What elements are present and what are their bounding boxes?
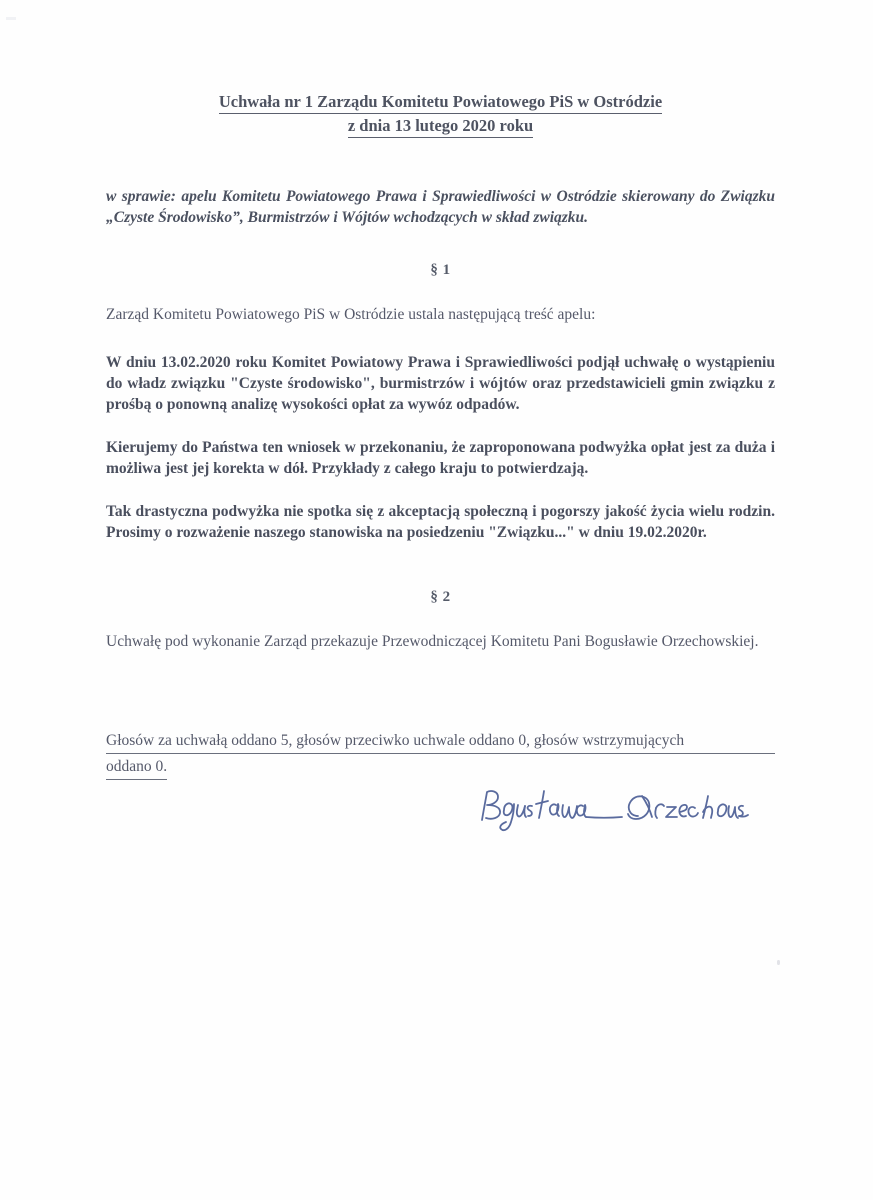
scan-artifact-top-left — [6, 17, 16, 20]
section-marker-1: § 1 — [430, 262, 451, 278]
signature — [470, 772, 750, 842]
title-line-1: Uchwała nr 1 Zarządu Komitetu Powiatowego PiS w Ostródzie — [219, 92, 662, 114]
vote-results-line-2: oddano 0. — [106, 756, 167, 780]
body-paragraph-2: Kierujemy do Państwa ten wniosek w przekonaniu, że zaproponowana podwyżka opłat jest za duża i możliwa jest jej korekta w dół. Przykłady z całego kraju to potwierdzają. — [106, 439, 775, 477]
execution-paragraph: Uchwałę pod wykonanie Zarząd przekazuje Przewodniczącej Komitetu Pani Bogusławie Orzechowskiej. — [106, 633, 759, 650]
scan-artifact-bottom-right — [777, 960, 780, 965]
section-marker-2: § 2 — [430, 589, 451, 605]
document-body — [106, 0, 775, 780]
body-paragraph-3: Tak drastyczna podwyżka nie spotka się z akceptacją społeczną i pogorszy jakość życia wielu rodzin. Prosimy o rozważenie naszego stanowiska na posiedzeniu "Związku..." w dniu 19.02.2020r. — [106, 503, 775, 541]
intro-paragraph: Zarząd Komitetu Powiatowego PiS w Ostródzie ustala następującą treść apelu: — [106, 306, 596, 323]
body-paragraph-1: W dniu 13.02.2020 roku Komitet Powiatowy Prawa i Sprawiedliwości podjął uchwałę o wystąpieniu do władz związku "Czyste środowisko", burmistrzów i wójtów oraz przedstawicieli gmin związku z prośbą o ponowną analizę wysokości opłat za wywóz odpadów. — [106, 354, 775, 413]
page-title — [106, 92, 775, 138]
subject-line: w sprawie: apelu Komitetu Powiatowego Prawa i Sprawiedliwości w Ostródzie skierowany do Związku „Czyste Środowisko”, Burmistrzów i Wójtów wchodzących w skład związku. — [106, 188, 775, 226]
vote-results-line-1: Głosów za uchwałą oddano 5, głosów przeciwko uchwale oddano 0, głosów wstrzymujących — [106, 730, 775, 754]
title-line-2: z dnia 13 lutego 2020 roku — [348, 116, 533, 138]
